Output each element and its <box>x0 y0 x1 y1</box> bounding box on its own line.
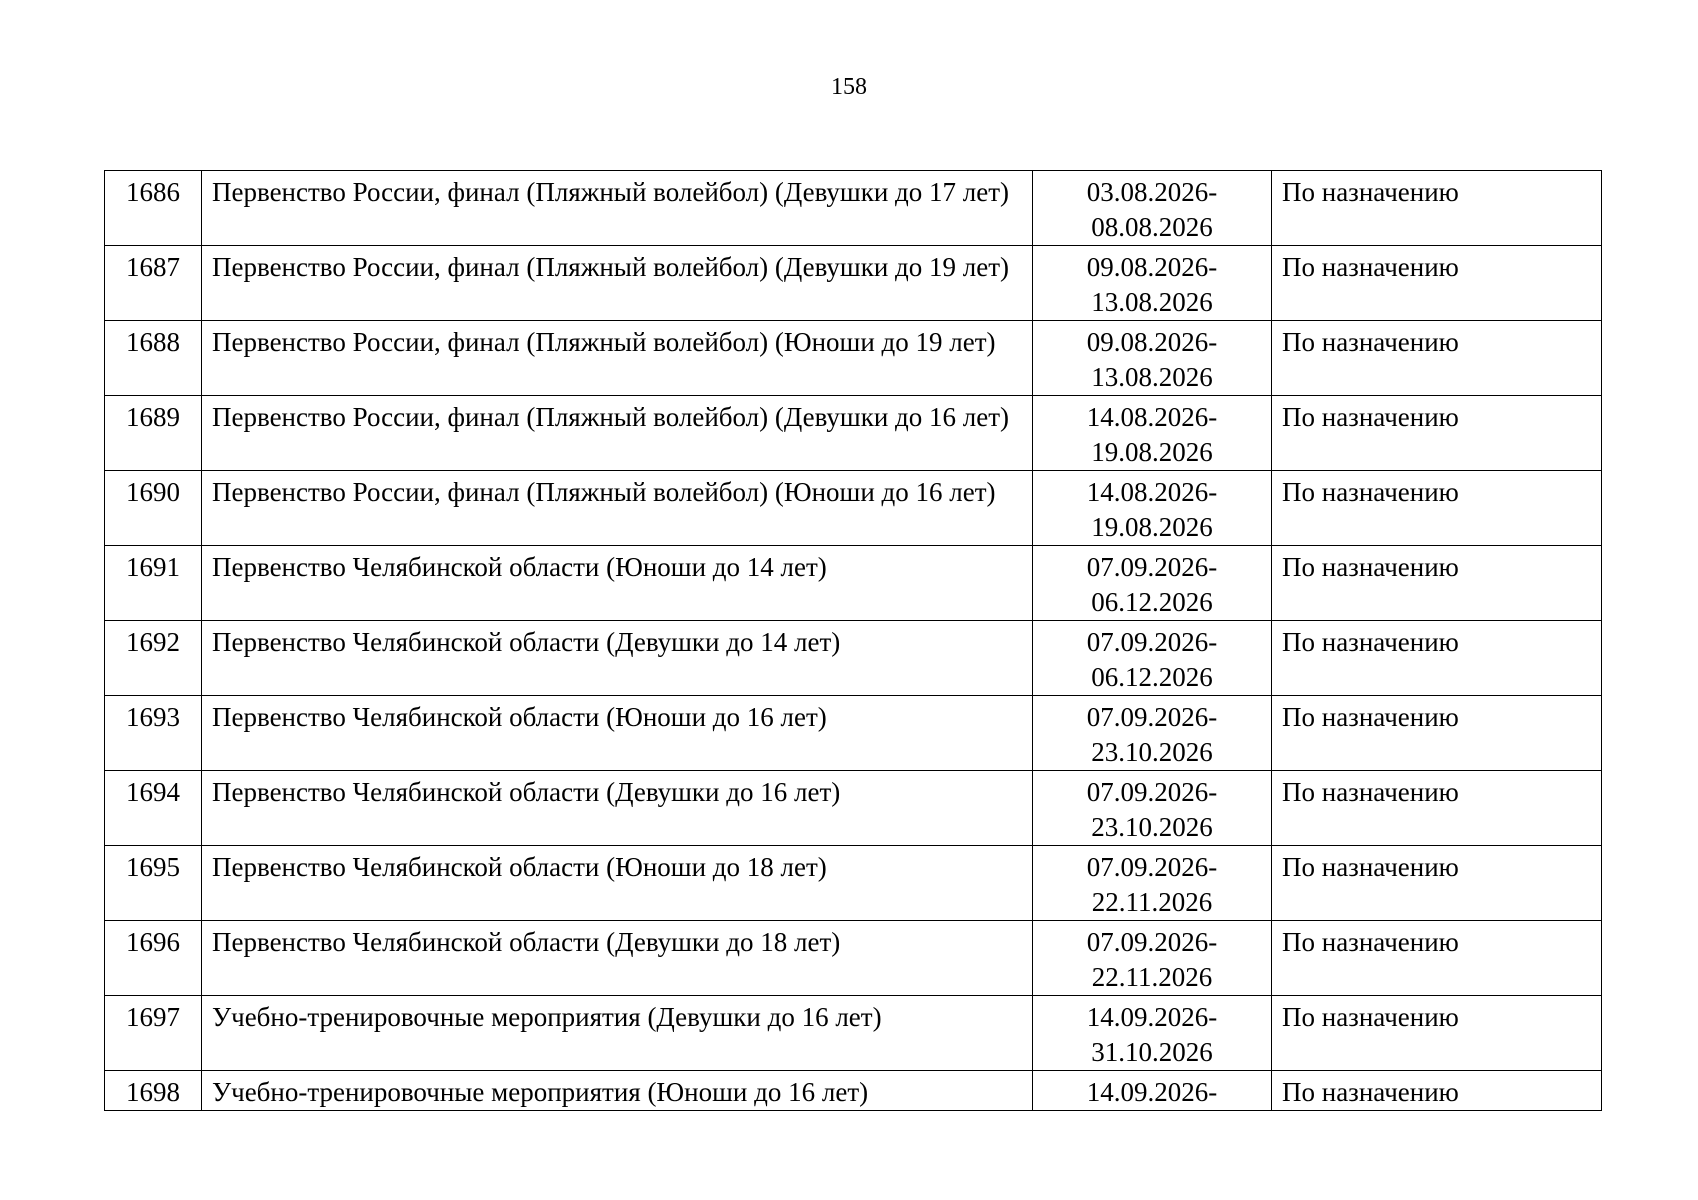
events-table <box>104 170 1602 1111</box>
event-venue: По назначению <box>1272 771 1602 846</box>
row-number: 1692 <box>105 621 202 696</box>
event-name: Первенство Челябинской области (Девушки до 16 лет) <box>202 771 1033 846</box>
date-end: 08.08.2026 <box>1091 212 1213 242</box>
date-start: 07.09.2026- <box>1086 627 1218 657</box>
table-row <box>105 921 1602 996</box>
date-start: 14.08.2026- <box>1086 402 1218 432</box>
row-number: 1697 <box>105 996 202 1071</box>
date-start: 07.09.2026- <box>1086 777 1218 807</box>
date-start: 07.09.2026- <box>1086 702 1218 732</box>
event-venue: По назначению <box>1272 321 1602 396</box>
table-row <box>105 471 1602 546</box>
date-start: 14.09.2026- <box>1086 1002 1218 1032</box>
event-name: Первенство Челябинской области (Девушки до 14 лет) <box>202 621 1033 696</box>
event-dates <box>1033 621 1272 696</box>
row-number: 1691 <box>105 546 202 621</box>
date-end: 19.08.2026 <box>1091 512 1213 542</box>
table-row <box>105 846 1602 921</box>
page-number: 158 <box>831 74 867 100</box>
table-row <box>105 696 1602 771</box>
event-venue: По назначению <box>1272 846 1602 921</box>
date-start: 07.09.2026- <box>1086 552 1218 582</box>
table-row <box>105 771 1602 846</box>
table-row <box>105 321 1602 396</box>
event-venue: По назначению <box>1272 921 1602 996</box>
event-dates <box>1033 1071 1272 1111</box>
date-end: 23.10.2026 <box>1091 812 1213 842</box>
event-name: Первенство России, финал (Пляжный волейбол) (Девушки до 17 лет) <box>202 171 1033 246</box>
event-dates <box>1033 996 1272 1071</box>
event-dates <box>1033 771 1272 846</box>
event-venue: По назначению <box>1272 696 1602 771</box>
event-dates <box>1033 321 1272 396</box>
row-number: 1696 <box>105 921 202 996</box>
row-number: 1695 <box>105 846 202 921</box>
event-venue: По назначению <box>1272 246 1602 321</box>
date-start: 09.08.2026- <box>1086 327 1218 357</box>
row-number: 1690 <box>105 471 202 546</box>
date-end: 31.10.2026 <box>1091 1037 1213 1067</box>
row-number: 1687 <box>105 246 202 321</box>
table-row <box>105 996 1602 1071</box>
table-row <box>105 171 1602 246</box>
event-dates <box>1033 171 1272 246</box>
event-venue: По назначению <box>1272 171 1602 246</box>
event-name: Учебно-тренировочные мероприятия (Девушки до 16 лет) <box>202 996 1033 1071</box>
event-name: Первенство России, финал (Пляжный волейбол) (Юноши до 19 лет) <box>202 321 1033 396</box>
event-dates <box>1033 471 1272 546</box>
date-end: 23.10.2026 <box>1091 737 1213 767</box>
event-venue: По назначению <box>1272 996 1602 1071</box>
event-dates <box>1033 546 1272 621</box>
table-row <box>105 621 1602 696</box>
event-venue: По назначению <box>1272 396 1602 471</box>
date-end: 06.12.2026 <box>1091 662 1213 692</box>
date-start: 03.08.2026- <box>1086 177 1218 207</box>
event-dates <box>1033 846 1272 921</box>
date-start: 07.09.2026- <box>1086 927 1218 957</box>
row-number: 1694 <box>105 771 202 846</box>
date-end: 13.08.2026 <box>1091 362 1213 392</box>
event-name: Учебно-тренировочные мероприятия (Юноши до 16 лет) <box>202 1071 1033 1111</box>
event-name: Первенство Челябинской области (Юноши до 18 лет) <box>202 846 1033 921</box>
event-venue: По назначению <box>1272 621 1602 696</box>
date-end: 06.12.2026 <box>1091 587 1213 617</box>
date-end: 19.08.2026 <box>1091 437 1213 467</box>
date-start: 09.08.2026- <box>1086 252 1218 282</box>
table-row <box>105 546 1602 621</box>
row-number: 1693 <box>105 696 202 771</box>
event-dates <box>1033 696 1272 771</box>
event-name: Первенство России, финал (Пляжный волейбол) (Девушки до 16 лет) <box>202 396 1033 471</box>
date-end: 22.11.2026 <box>1091 962 1213 992</box>
row-number: 1686 <box>105 171 202 246</box>
date-start: 14.08.2026- <box>1086 477 1218 507</box>
event-name: Первенство Челябинской области (Юноши до 16 лет) <box>202 696 1033 771</box>
event-venue: По назначению <box>1272 546 1602 621</box>
date-start: 14.09.2026- <box>1086 1077 1218 1107</box>
event-name: Первенство Челябинской области (Юноши до 14 лет) <box>202 546 1033 621</box>
event-name: Первенство России, финал (Пляжный волейбол) (Юноши до 16 лет) <box>202 471 1033 546</box>
event-dates <box>1033 921 1272 996</box>
row-number: 1689 <box>105 396 202 471</box>
date-end: 22.11.2026 <box>1091 887 1213 917</box>
row-number: 1688 <box>105 321 202 396</box>
row-number: 1698 <box>105 1071 202 1111</box>
event-name: Первенство России, финал (Пляжный волейбол) (Девушки до 19 лет) <box>202 246 1033 321</box>
event-name: Первенство Челябинской области (Девушки до 18 лет) <box>202 921 1033 996</box>
event-venue: По назначению <box>1272 471 1602 546</box>
table-row <box>105 1071 1602 1111</box>
event-venue: По назначению <box>1272 1071 1602 1111</box>
table-row <box>105 246 1602 321</box>
event-dates <box>1033 396 1272 471</box>
date-start: 07.09.2026- <box>1086 852 1218 882</box>
event-dates <box>1033 246 1272 321</box>
date-end: 13.08.2026 <box>1091 287 1213 317</box>
table-row <box>105 396 1602 471</box>
